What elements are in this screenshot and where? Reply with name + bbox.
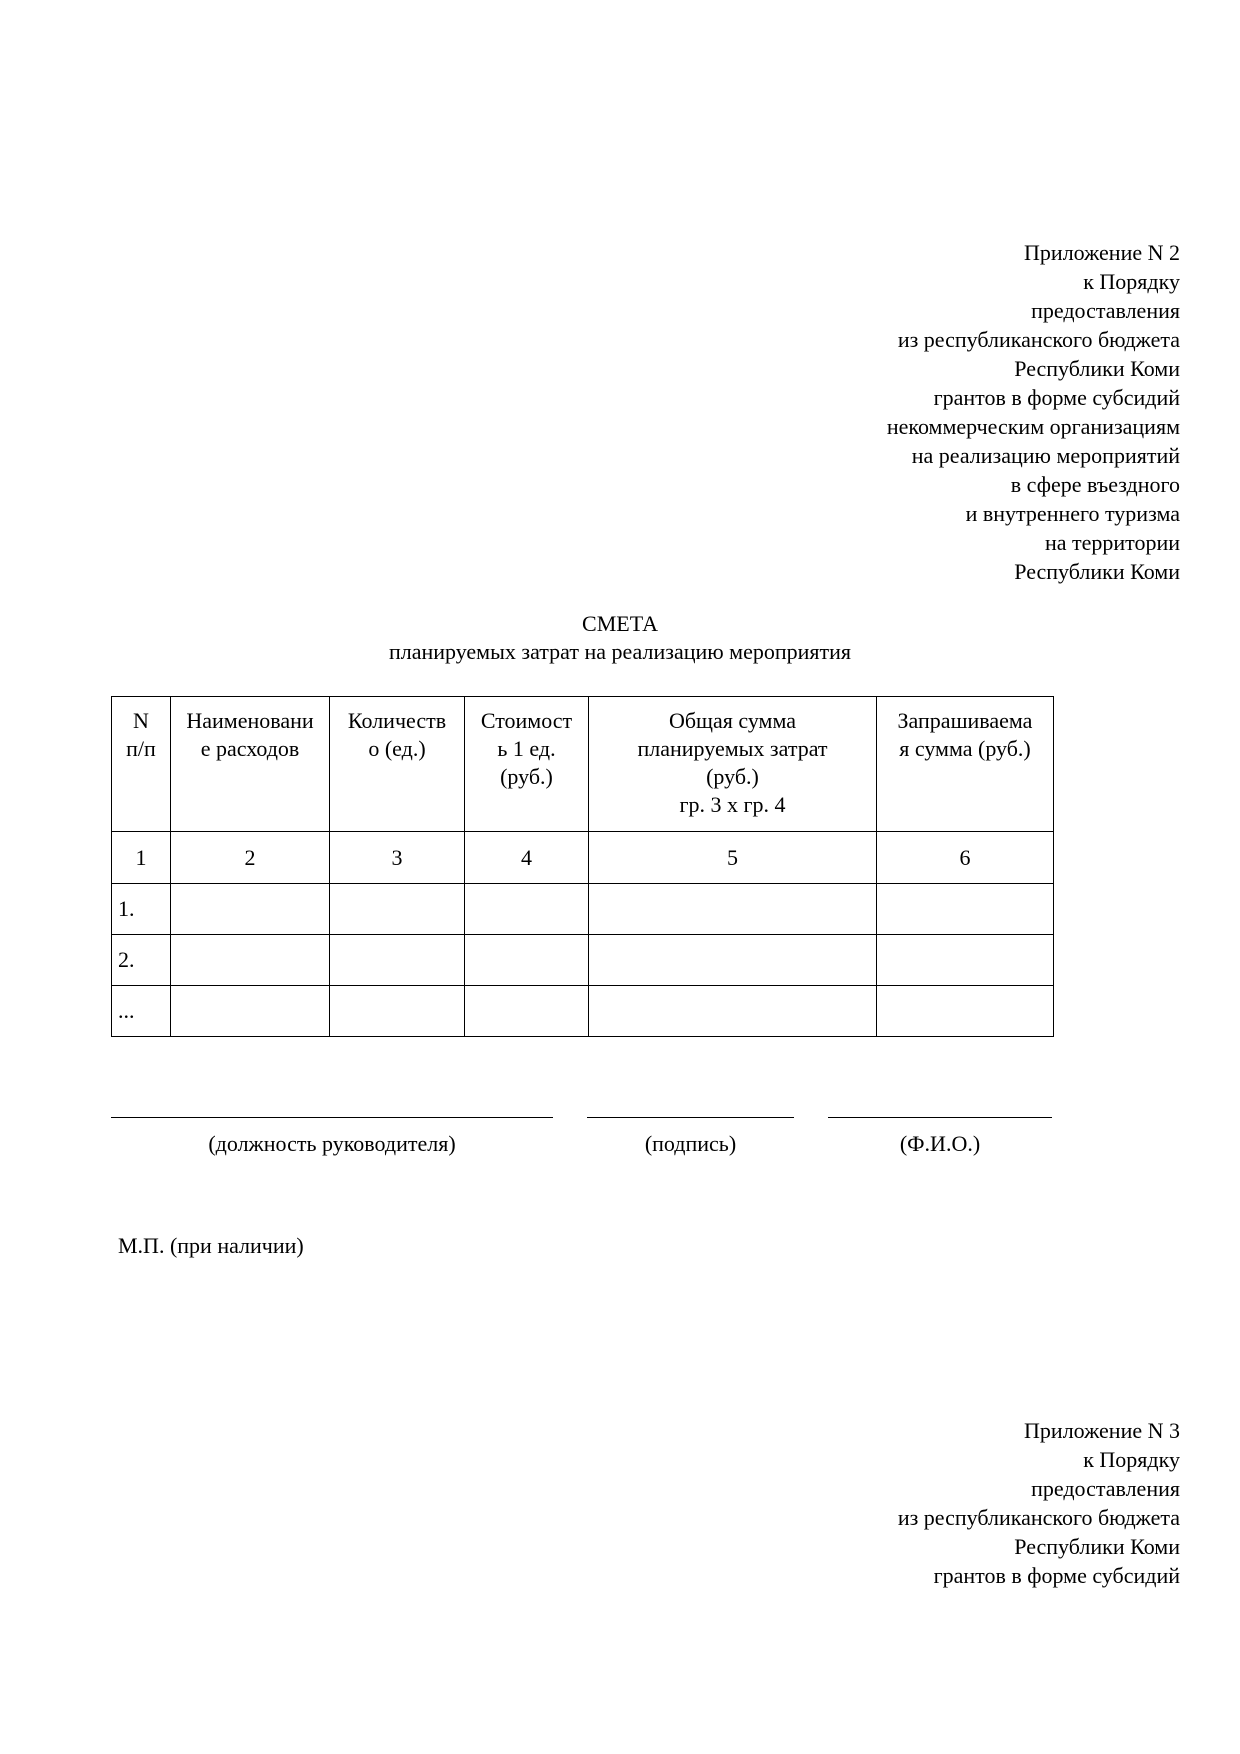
estimate-table [111, 696, 1054, 1037]
column-number: 1 [112, 832, 171, 884]
appendix-line: из республиканского бюджета [897, 327, 1180, 352]
table-cell: 2. [112, 935, 171, 986]
appendix-line: на территории [1044, 530, 1180, 555]
header-text: Общая сумма [668, 708, 797, 733]
table-cell [589, 986, 877, 1037]
table-cell: 1. [112, 884, 171, 935]
column-number: 2 [171, 832, 330, 884]
header-text: гр. 3 x гр. 4 [679, 792, 786, 817]
table-cell [465, 986, 589, 1037]
header-cell-total-cost [589, 697, 877, 832]
table-cell [171, 884, 330, 935]
header-text: N [133, 708, 149, 733]
appendix-line: предоставления [1031, 298, 1180, 323]
header-text: планируемых затрат [637, 736, 828, 761]
header-text: ь 1 ед. [497, 736, 556, 761]
name-signature-line [828, 1117, 1052, 1118]
table-cell [171, 935, 330, 986]
header-text: Наименовани [186, 708, 314, 733]
table-cell: ... [112, 986, 171, 1037]
header-cell-quantity [330, 697, 465, 832]
document-title [0, 610, 1240, 666]
appendix-line: и внутреннего туризма [965, 501, 1180, 526]
appendix-line: Республики Коми [1014, 559, 1180, 584]
table-cell [330, 884, 465, 935]
appendix-line: грантов в форме субсидий [933, 385, 1180, 410]
header-text: (руб.) [706, 764, 759, 789]
appendix-line: некоммерческим организациям [886, 414, 1180, 439]
table-row [112, 884, 1054, 935]
header-text: е расходов [200, 736, 300, 761]
signature-caption: (подпись) [644, 1131, 737, 1156]
header-cell-unit-cost [465, 697, 589, 832]
appendix-line: в сфере въездного [1010, 472, 1180, 497]
header-cell-expense-name [171, 697, 330, 832]
header-text: о (ед.) [368, 736, 426, 761]
appendix-2-header [887, 238, 1180, 586]
column-number: 5 [589, 832, 877, 884]
table-cell [330, 935, 465, 986]
stamp-placeholder: М.П. (при наличии) [118, 1233, 304, 1258]
table-cell [465, 935, 589, 986]
header-text: я сумма (руб.) [899, 736, 1031, 761]
appendix-line: Приложение N 2 [1024, 240, 1180, 265]
table-cell [589, 884, 877, 935]
title-heading: СМЕТА [582, 611, 658, 636]
column-number: 3 [330, 832, 465, 884]
position-caption: (должность руководителя) [208, 1131, 456, 1156]
appendix-3-header [898, 1416, 1180, 1590]
column-number-row [112, 832, 1054, 884]
title-subheading: планируемых затрат на реализацию мероприятия [388, 639, 852, 664]
table-row [112, 935, 1054, 986]
header-cell-index [112, 697, 171, 832]
table-cell [589, 935, 877, 986]
table-cell [465, 884, 589, 935]
appendix-line: к Порядку [1083, 1447, 1180, 1472]
signature-line [587, 1117, 794, 1118]
header-text: п/п [126, 736, 156, 761]
appendix-line: к Порядку [1083, 269, 1180, 294]
table-cell [877, 935, 1054, 986]
column-number: 4 [465, 832, 589, 884]
header-text: Количеств [347, 708, 447, 733]
appendix-line: предоставления [1031, 1476, 1180, 1501]
table-cell [877, 986, 1054, 1037]
header-text: Запрашиваема [897, 708, 1033, 733]
appendix-line: грантов в форме субсидий [933, 1563, 1180, 1588]
header-cell-requested-amount [877, 697, 1054, 832]
position-signature-line [111, 1117, 553, 1118]
appendix-line: на реализацию мероприятий [911, 443, 1180, 468]
appendix-line: из республиканского бюджета [897, 1505, 1180, 1530]
appendix-line: Приложение N 3 [1024, 1418, 1180, 1443]
table-row [112, 986, 1054, 1037]
table-cell [330, 986, 465, 1037]
name-caption: (Ф.И.О.) [899, 1131, 981, 1156]
appendix-line: Республики Коми [1014, 356, 1180, 381]
appendix-line: Республики Коми [1014, 1534, 1180, 1559]
table-header-row [112, 697, 1054, 832]
header-text: Стоимост [480, 708, 573, 733]
table-cell [877, 884, 1054, 935]
column-number: 6 [877, 832, 1054, 884]
table-cell [171, 986, 330, 1037]
header-text: (руб.) [500, 764, 553, 789]
